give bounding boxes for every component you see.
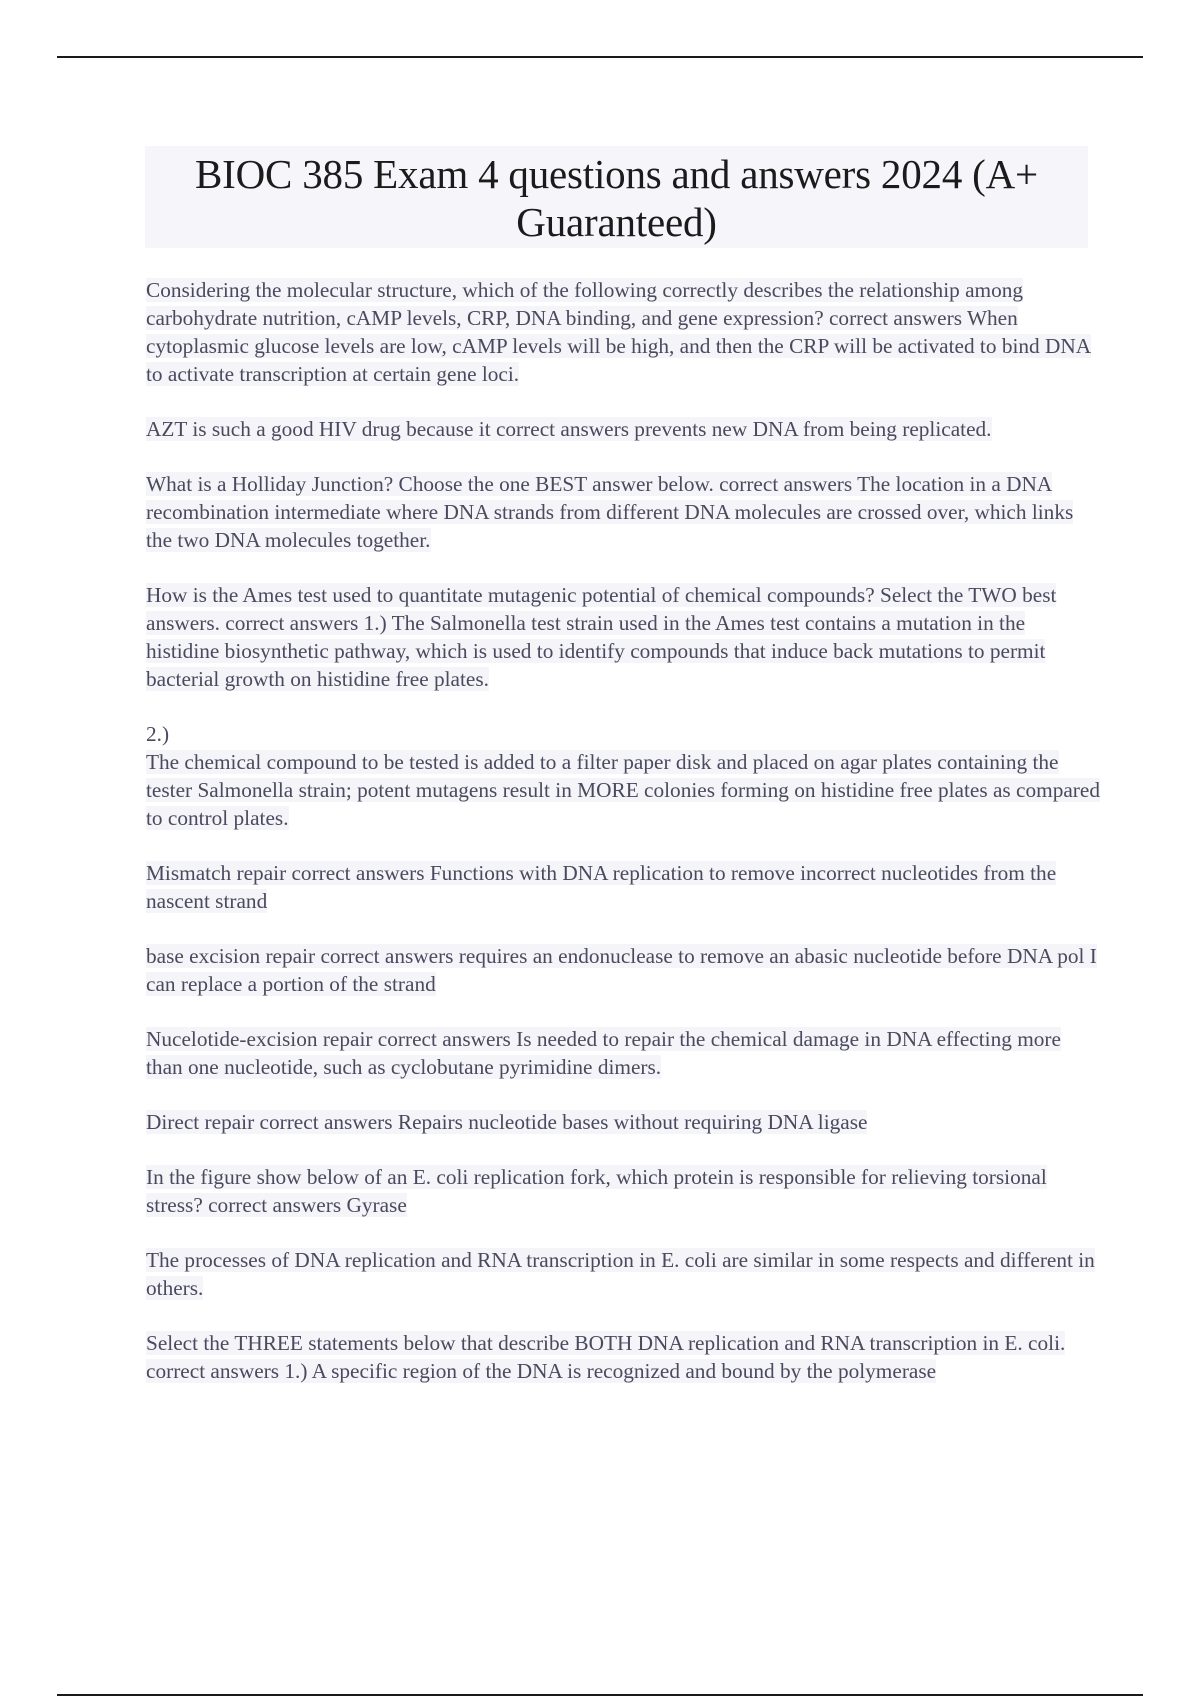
qa-paragraph: Considering the molecular structure, which of the following correctly describes the relationship among carbohydrate nutrition, cAMP levels, CRP, DNA binding, and gene expression? correct answers When cytoplasmic glucose levels are low, cAMP levels will be high, and then the CRP will be activated to bind DNA to activate transcription at certain gene loci. (146, 278, 1092, 386)
document-title: BIOC 385 Exam 4 questions and answers 2024 (A+ Guaranteed) (195, 151, 1038, 245)
qa-paragraph: Nucelotide-excision repair correct answers Is needed to repair the chemical damage in DNA effecting more than one nucleotide, such as cyclobutane pyrimidine dimers. (146, 1027, 1061, 1079)
answer-number: 2.) (146, 722, 170, 746)
qa-paragraph: How is the Ames test used to quantitate mutagenic potential of chemical compounds? Select the TWO best answers. correct answers 1.) The Salmonella test strain used in the Ames test contains a mutation in the histidine biosynthetic pathway, which is used to identify compounds that induce back mutations to permit bacterial growth on histidine free plates. (146, 583, 1057, 691)
title-block (145, 146, 1088, 248)
qa-paragraph: AZT is such a good HIV drug because it correct answers prevents new DNA from being replicated. (146, 417, 992, 441)
qa-paragraph: What is a Holliday Junction? Choose the one BEST answer below. correct answers The location in a DNA recombination intermediate where DNA strands from different DNA molecules are crossed over, which links the two DNA molecules together. (146, 472, 1074, 552)
qa-paragraph: Select the THREE statements below that describe BOTH DNA replication and RNA transcription in E. coli. correct answers 1.) A specific region of the DNA is recognized and bound by the polymerase (146, 1331, 1066, 1383)
qa-paragraph: base excision repair correct answers requires an endonuclease to remove an abasic nucleotide before DNA pol I can replace a portion of the strand (146, 944, 1097, 996)
document-body (146, 276, 1101, 1412)
top-rule (57, 56, 1143, 58)
qa-paragraph: In the figure show below of an E. coli replication fork, which protein is responsible for relieving torsional stress? correct answers Gyrase (146, 1165, 1047, 1217)
qa-paragraph: The processes of DNA replication and RNA transcription in E. coli are similar in some respects and different in others. (146, 1248, 1095, 1300)
qa-paragraph: Mismatch repair correct answers Functions with DNA replication to remove incorrect nucleotides from the nascent strand (146, 861, 1057, 913)
qa-paragraph: Direct repair correct answers Repairs nucleotide bases without requiring DNA ligase (146, 1110, 868, 1134)
bottom-rule (57, 1694, 1143, 1696)
qa-paragraph: 2.) The chemical compound to be tested is added to a filter paper disk and placed on agar plates containing the tester Salmonella strain; potent mutagens result in MORE colonies forming on histidine free plates as compared to control plates. (146, 722, 1100, 830)
